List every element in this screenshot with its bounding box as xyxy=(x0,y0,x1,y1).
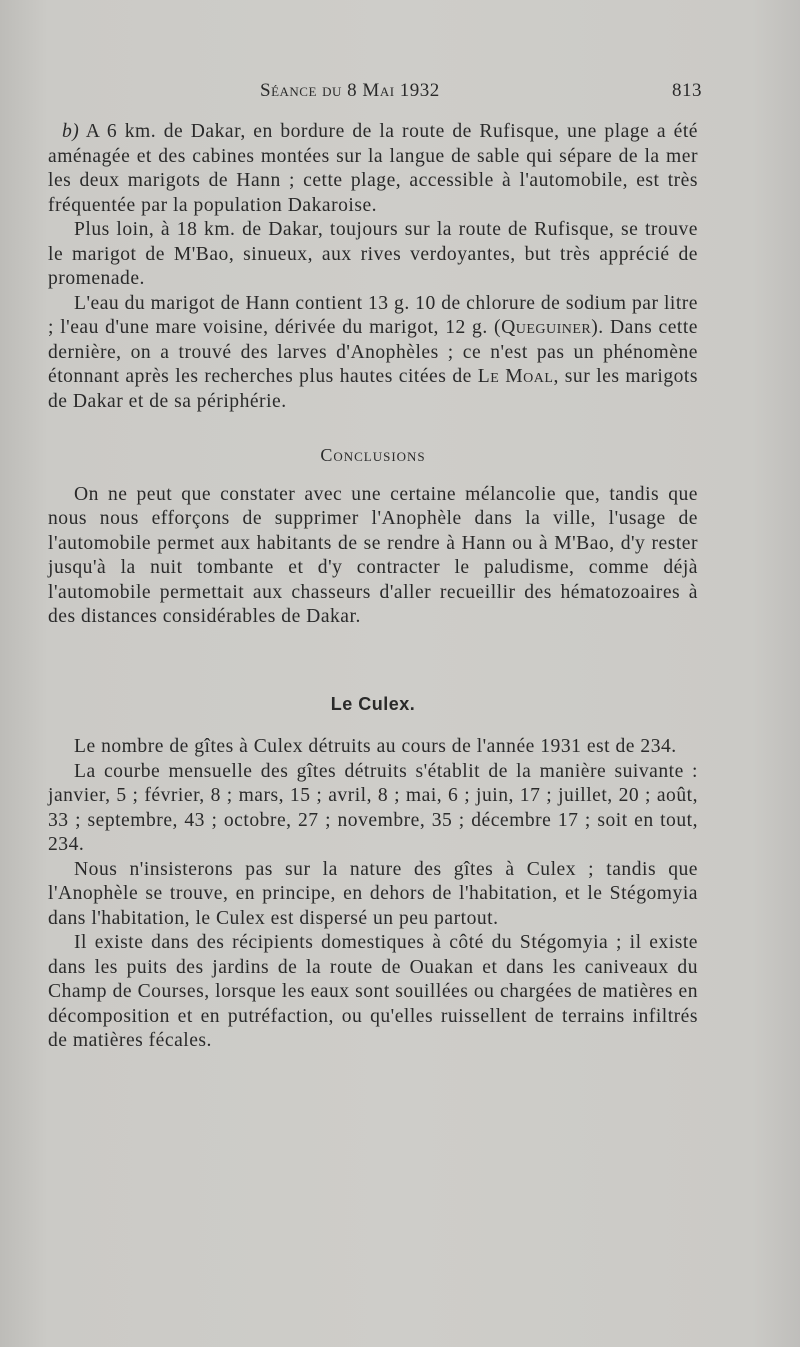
author-queguiner: Queguiner xyxy=(501,317,592,338)
culex-paragraph-count: Le nombre de gîtes à Culex détruits au cours de l'année 1931 est de 234. xyxy=(74,736,677,757)
paragraph-hann-water xyxy=(48,292,698,415)
conclusions-paragraph: On ne peut que constater avec une certaine mélancolie que, tandis que nous nous efforçons de supprimer l'Anophèle dans la ville, l'usage de l'automobile permet aux habitants de se rendre à Hann ou à M'Bao, d'y rester jusqu'à la nuit tombante et d'y contracter le paludisme, comme déjà l'automobile permettait aux chasseurs d'aller recueillir des hématozoaires à des distances considérables de Dakar. xyxy=(48,483,698,627)
culex-paragraph-nature: Nous n'insisterons pas sur la nature des gîtes à Culex ; tandis que l'Anophèle se trouve, en principe, en dehors de l'habitation, et le Stégomyia dans l'habitation, le Culex est dispersé un peu partout. xyxy=(48,858,698,929)
paragraph-mbao: Plus loin, à 18 km. de Dakar, toujours sur la route de Rufisque, se trouve le marigot de M'Bao, sinueux, aux rives verdoyantes, but très apprécié de promenade. xyxy=(48,219,698,289)
running-header xyxy=(48,80,702,104)
culex-paragraph-habitats: Il existe dans des récipients domestiques à côté du Stégomyia ; il existe dans les puits des jardins de la route de Ouakan et dans les caniveaux du Champ de Courses, lorsque les eaux sont souillées ou chargées de matières en décomposition et en putréfaction, ou qu'elles ruissellent de terrains infiltrés de matières fécales. xyxy=(48,932,698,1051)
paragraph-b-label: b) xyxy=(62,121,80,142)
paragraph-hann-text-1: L'eau du marigot de Hann contient 13 g. 10 de chlorure de sodium par litre ; l'eau d'une mare voisine, dérivée du marigot, 12 g. ( xyxy=(48,292,698,338)
paragraph-b-text: A 6 km. de Dakar, en bordure de la route de Rufisque, une plage a été aménagée et des cabines montées sur la langue de sable qui sépare de la mer les deux marigots de Hann ; cette plage, accessible à l'automobile, est très fréquentée par la population Dakaroise. xyxy=(48,121,698,216)
conclusions-heading: Conclusions xyxy=(320,445,426,465)
paragraph-b xyxy=(48,120,698,218)
page-number: 813 xyxy=(672,80,702,101)
author-le-moal: Le Moal xyxy=(477,366,554,387)
culex-heading: Le Culex. xyxy=(330,693,416,714)
paragraph-hann-text-3: , sur les marigots de Dakar et de sa périphérie. xyxy=(48,366,698,412)
culex-paragraph-monthly: La courbe mensuelle des gîtes détruits s'établit de la manière suivante : janvier, 5 ; février, 8 ; mars, 15 ; avril, 8 ; mai, 6 ; juin, 17 ; juillet, 20 ; août, 33 ; septembre, 43 ; octobre, 27 ; novembre, 35 ; décembre 17 ; soit en tout, 234. xyxy=(48,760,698,855)
paragraph-hann-text-2: ). Dans cette dernière, on a trouvé des larves d'Anophèles ; ce n'est pas un phénomène étonnant après les recherches plus hautes citées de xyxy=(48,317,698,387)
running-title: Séance du 8 Mai 1932 xyxy=(260,80,440,101)
page-body xyxy=(48,120,698,1054)
